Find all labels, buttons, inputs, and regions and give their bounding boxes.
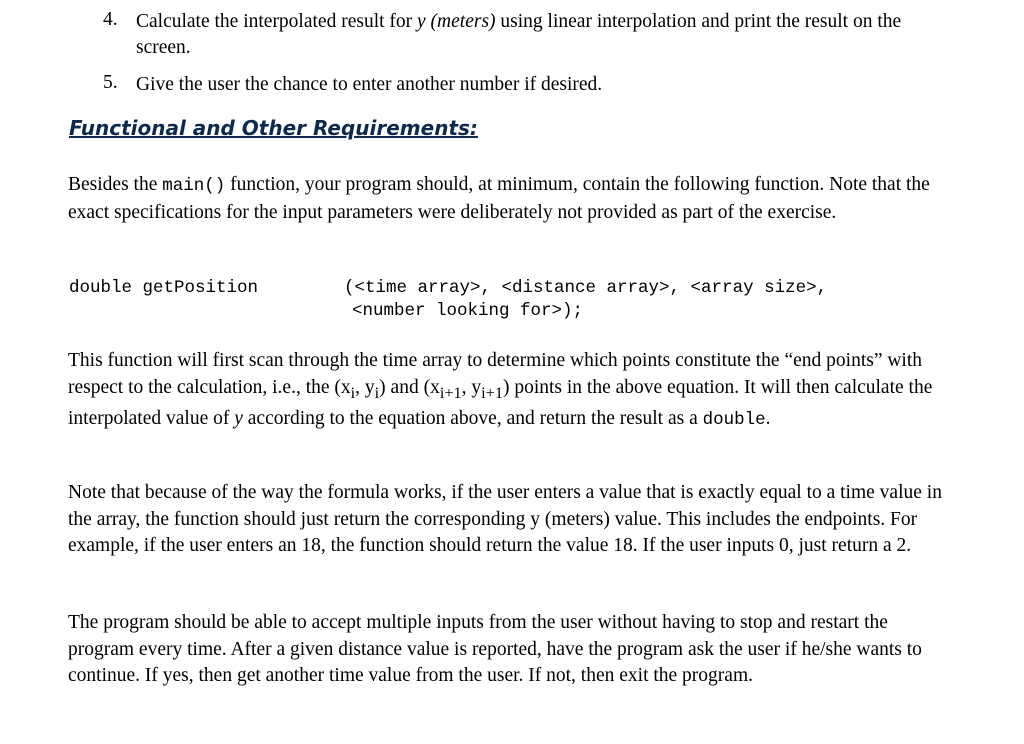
code-params-line-2: <number looking for>); (352, 301, 584, 321)
variable-name: y (234, 407, 243, 429)
paragraph-multiple-inputs: The program should be able to accept multiple inputs from the user without having to stop and restart the program every time. After a given distance value is reported, have the program ask the user if he/she wants to continue. If yes, then get another time value from the user. If not, then exit the program. (68, 612, 922, 686)
inline-code: double (702, 409, 766, 430)
list-item-step-5 (103, 72, 936, 98)
paragraph-text: Besides the (68, 174, 163, 195)
step-number: 5. (103, 72, 118, 93)
paragraph-text: , y (355, 376, 375, 398)
paragraph-text: function, your program should, at minimum, contain the following function. Note that the exact specifications for the input parameters were deliberately not provided as part of the exercise. (68, 174, 930, 223)
step-text-part: Calculate the interpolated result for (136, 11, 418, 32)
step-number: 4. (103, 9, 118, 30)
variable-name: y (meters) (417, 11, 496, 32)
paragraph-text: ) and (x (379, 376, 440, 398)
subscript: i (374, 383, 380, 402)
section-heading: Functional and Other Requirements: (69, 116, 478, 140)
subscript: i+1 (481, 383, 503, 402)
paragraph-function-description (68, 348, 958, 433)
step-text (136, 9, 936, 61)
paragraph-text: This function will first scan through the time array to determine which points constitute the “end points” with respect to the calculation, i.e., the (x (68, 350, 923, 398)
paragraph-text: ) points in the above equation. It will then calculate the interpolated value of (68, 376, 933, 429)
inline-code: main() (162, 176, 226, 196)
subscript: i (350, 383, 356, 402)
step-text: Give the user the chance to enter another number if desired. (136, 74, 603, 95)
paragraph-text: according to the equation above, and return the result as a (242, 407, 703, 429)
paragraph-text: . (765, 407, 771, 429)
paragraph-exact-match-note: Note that because of the way the formula works, if the user enters a value that is exactly equal to a time value in the array, the function should just return the corresponding y (meters) value. This includes the endpoints. For example, if the user enters an 18, the function should return the value 18. If the user inputs 0, just return a 2. (68, 482, 942, 556)
list-item-step-4 (103, 9, 936, 61)
code-declaration: double getPosition (69, 278, 259, 298)
subscript: i+1 (439, 383, 462, 402)
paragraph-text: , y (461, 376, 482, 398)
code-params-line-1: (<time array>, <distance array>, <array size>, (344, 278, 828, 298)
step-text-part: using linear interpolation and print the result on the screen. (136, 11, 902, 58)
paragraph-function-intro (68, 172, 958, 226)
